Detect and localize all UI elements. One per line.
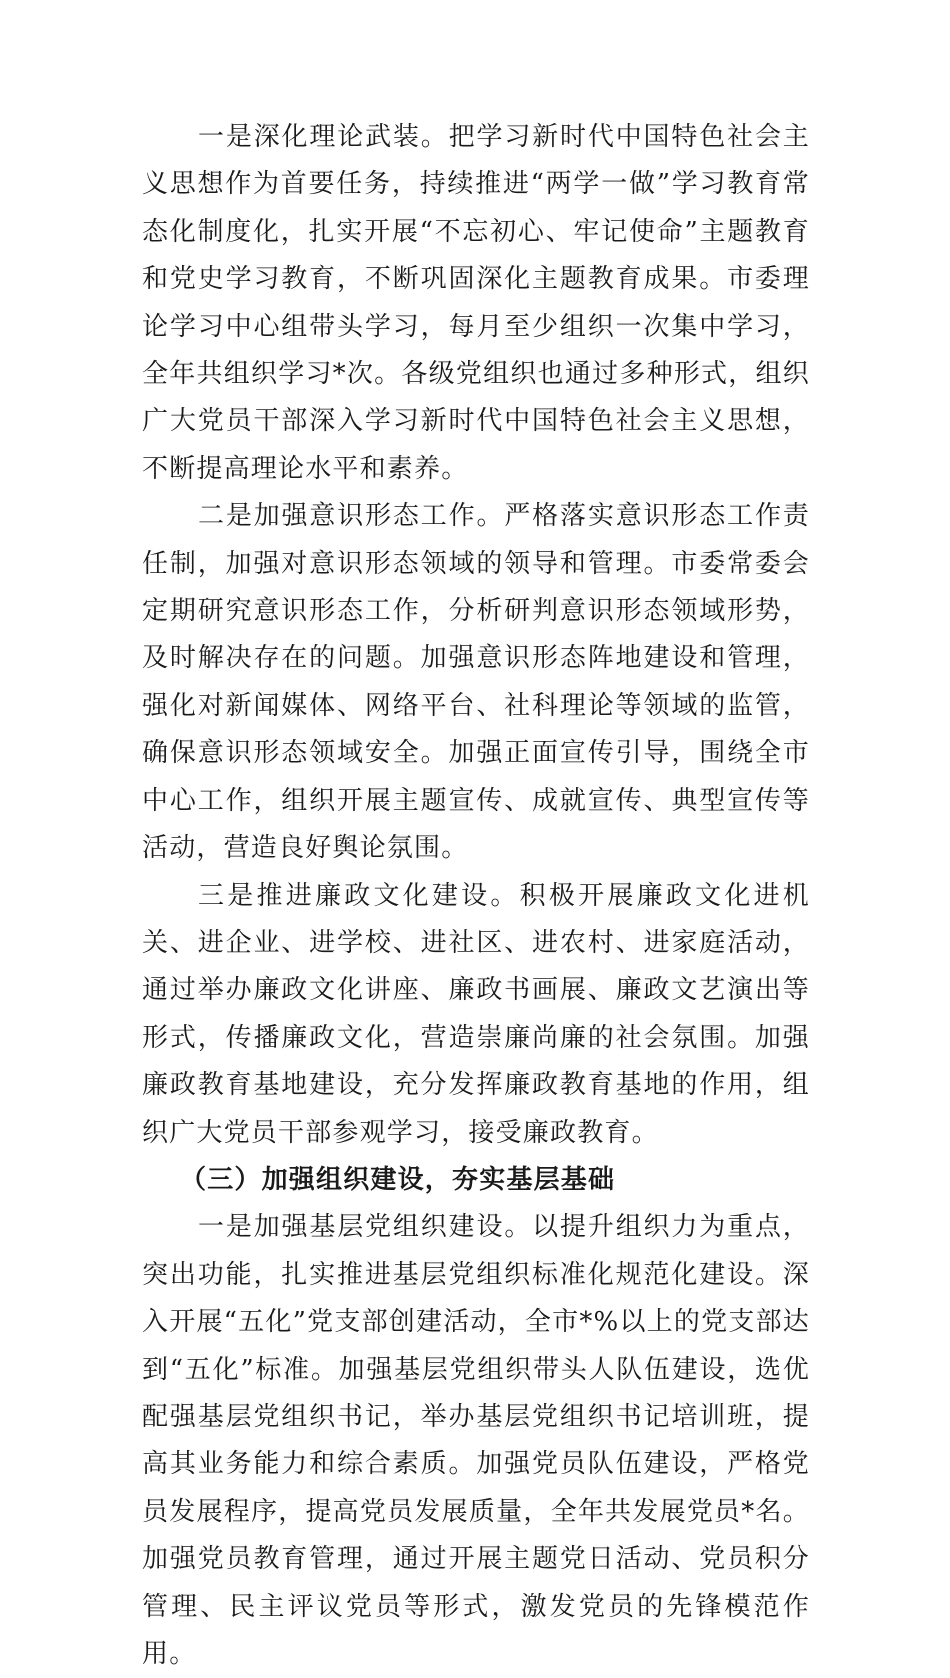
paragraph-grassroots-organization: 一是加强基层党组织建设。以提升组织力为重点，突出功能，扎实推进基层党组织标准化规范化建设。深入开展“五化”党支部创建活动，全市*%以上的党支部达到“五化”标准。加强基层党组织带头人队伍建设，选优配强基层党组织书记，举办基层党组织书记培训班，提高其业务能力和综合素质。加强党员队伍建设，严格党员发展程序，提高党员发展质量，全年共发展党员*名。加强党员教育管理，通过开展主题党日活动、党员积分管理、民主评议党员等形式，激发党员的先锋模范作用。 xyxy=(142,1212,810,1669)
section-heading: （三）加强组织建设，夯实基层基础 xyxy=(180,1164,616,1195)
paragraph-integrity-culture: 三是推进廉政文化建设。积极开展廉政文化进机关、进企业、进学校、进社区、进农村、进家庭活动，通过举办廉政文化讲座、廉政书画展、廉政文艺演出等形式，传播廉政文化，营造崇廉尚廉的社会氛围。加强廉政教育基地建设，充分发挥廉政教育基地的作用，组织广大党员干部参观学习，接受廉政教育。 xyxy=(142,880,810,1148)
paragraph-theory-study: 一是深化理论武装。把学习新时代中国特色社会主义思想作为首要任务，持续推进“两学一做”学习教育常态化制度化，扎实开展“不忘初心、牢记使命”主题教育和党史学习教育，不断巩固深化主题教育成果。市委理论学习中心组带头学习，每月至少组织一次集中学习，全年共组织学习*次。各级党组织也通过多种形式，组织广大党员干部深入学习新时代中国特色社会主义思想，不断提高理论水平和素养。 xyxy=(142,122,810,484)
paragraph-ideology-work: 二是加强意识形态工作。严格落实意识形态工作责任制，加强对意识形态领域的领导和管理。市委常委会定期研究意识形态工作，分析研判意识形态领域形势，及时解决存在的问题。加强意识形态阵地建设和管理，强化对新闻媒体、网络平台、社科理论等领域的监管，确保意识形态领域安全。加强正面宣传引导，围绕全市中心工作，组织开展主题宣传、成就宣传、典型宣传等活动，营造良好舆论氛围。 xyxy=(142,501,810,864)
document-body xyxy=(142,114,810,1678)
